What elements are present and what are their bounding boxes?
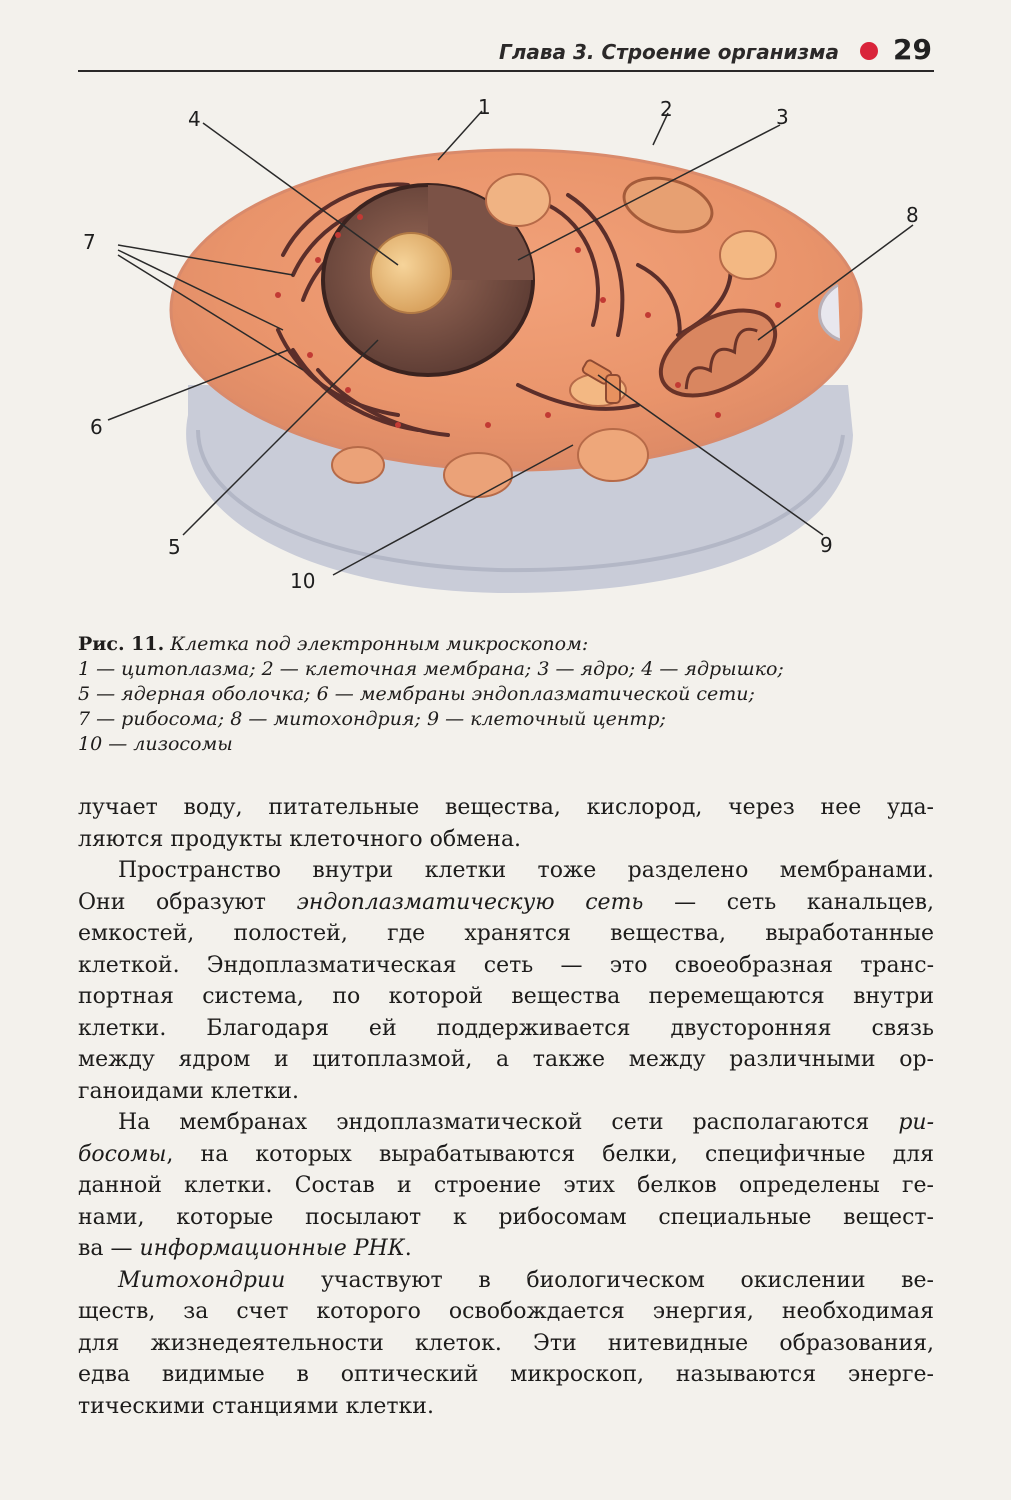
caption-line-1: 1 — цитоплазма; 2 — клеточная мембрана; 3 — ядро; 4 — ядрышко; [78, 658, 784, 680]
p2-line-2-italic: эндоплазматическую сеть [296, 889, 644, 915]
page-number: 29 [893, 33, 932, 66]
p1-line-1: лучает воду, питательные вещества, кислород, через нее уда- [78, 795, 934, 820]
p3-line-1-italic: ри- [898, 1110, 934, 1135]
p3-line-3: данной клетки. Состав и строение этих белков определены ге- [78, 1173, 934, 1198]
caption-title: Клетка под электронным микроскопом: [170, 633, 589, 655]
caption-line-2: 5 — ядерная оболочка; 6 — мембраны эндоплазматической сети; [78, 683, 755, 705]
p3-line-5-italic: информационные РНК [139, 1236, 405, 1261]
p4-line-1-b: участвуют в биологическом окислении ве- [285, 1267, 934, 1293]
p2-line-2 [78, 887, 934, 919]
p1-line-2: ляются продукты клеточного обмена. [78, 826, 522, 852]
figure-label-7: 7 [83, 230, 96, 254]
p4-line-3: для жизнедеятельности клеток. Эти нитевидные образования, [78, 1330, 934, 1356]
p3-line-5-a: ва — [78, 1236, 140, 1261]
figure-caption [78, 632, 938, 757]
red-dot-icon [860, 42, 878, 60]
p3-line-5-b: . [404, 1236, 412, 1261]
caption-fig-ref: Рис. 11. [78, 633, 165, 655]
figure-label-9: 9 [820, 533, 833, 557]
body-text [78, 792, 934, 1422]
p4-line-2: ществ, за счет которого освобождается энергия, необходимая [78, 1299, 934, 1324]
p3-line-4: нами, которые посылают к рибосомам специальные вещест- [78, 1204, 934, 1230]
p2-line-5: портная система, по которой вещества перемещаются внутри [78, 984, 934, 1009]
p2-line-2-b: — сеть канальцев, [643, 889, 934, 915]
figure-label-3: 3 [776, 105, 789, 129]
p2-line-6: клетки. Благодаря ей поддерживается двусторонняя связь [78, 1015, 934, 1041]
p2-line-3: емкостей, полостей, где хранятся вещества, выработанные [78, 921, 934, 946]
p2-line-8: ганоидами клетки. [78, 1078, 299, 1104]
figure-label-8: 8 [906, 203, 919, 227]
p4-line-1 [78, 1265, 934, 1297]
p3-line-2-italic: босомы [78, 1141, 167, 1167]
figure-label-2: 2 [660, 97, 673, 121]
figure-label-1: 1 [478, 95, 491, 119]
p3-line-1 [78, 1107, 934, 1139]
figure-label-4: 4 [188, 107, 201, 131]
p2-line-4: клеткой. Эндоплазматическая сеть — это своеобразная транс- [78, 952, 934, 978]
p4-line-4: едва видимые в оптический микроскоп, называются энерге- [78, 1362, 934, 1387]
page-header [78, 30, 934, 72]
p4-line-1-italic: Митохондрии [118, 1267, 286, 1293]
caption-line-4: 10 — лизосомы [78, 733, 233, 755]
caption-line-3: 7 — рибосома; 8 — митохондрия; 9 — клеточный центр; [78, 708, 666, 730]
p4-line-5: тическими станциями клетки. [78, 1393, 434, 1419]
p3-line-1-a: На мембранах эндоплазматической сети располагаются [118, 1110, 899, 1135]
figure-label-6: 6 [90, 415, 103, 439]
chapter-title: Глава 3. Строение организма [498, 40, 839, 64]
p3-line-2 [78, 1139, 934, 1171]
p2-line-7: между ядром и цитоплазмой, а также между различными ор- [78, 1047, 934, 1072]
p2-line-1: Пространство внутри клетки тоже разделено мембранами. [118, 858, 934, 883]
figure-label-5: 5 [168, 535, 181, 559]
p3-line-2-b: , на которых вырабатываются белки, специфичные для [166, 1141, 934, 1167]
cell-illustration [78, 85, 934, 625]
p3-line-5 [78, 1233, 934, 1265]
cell-figure [78, 85, 934, 625]
figure-label-10: 10 [290, 569, 316, 593]
p2-line-2-a: Они образуют [78, 889, 297, 915]
